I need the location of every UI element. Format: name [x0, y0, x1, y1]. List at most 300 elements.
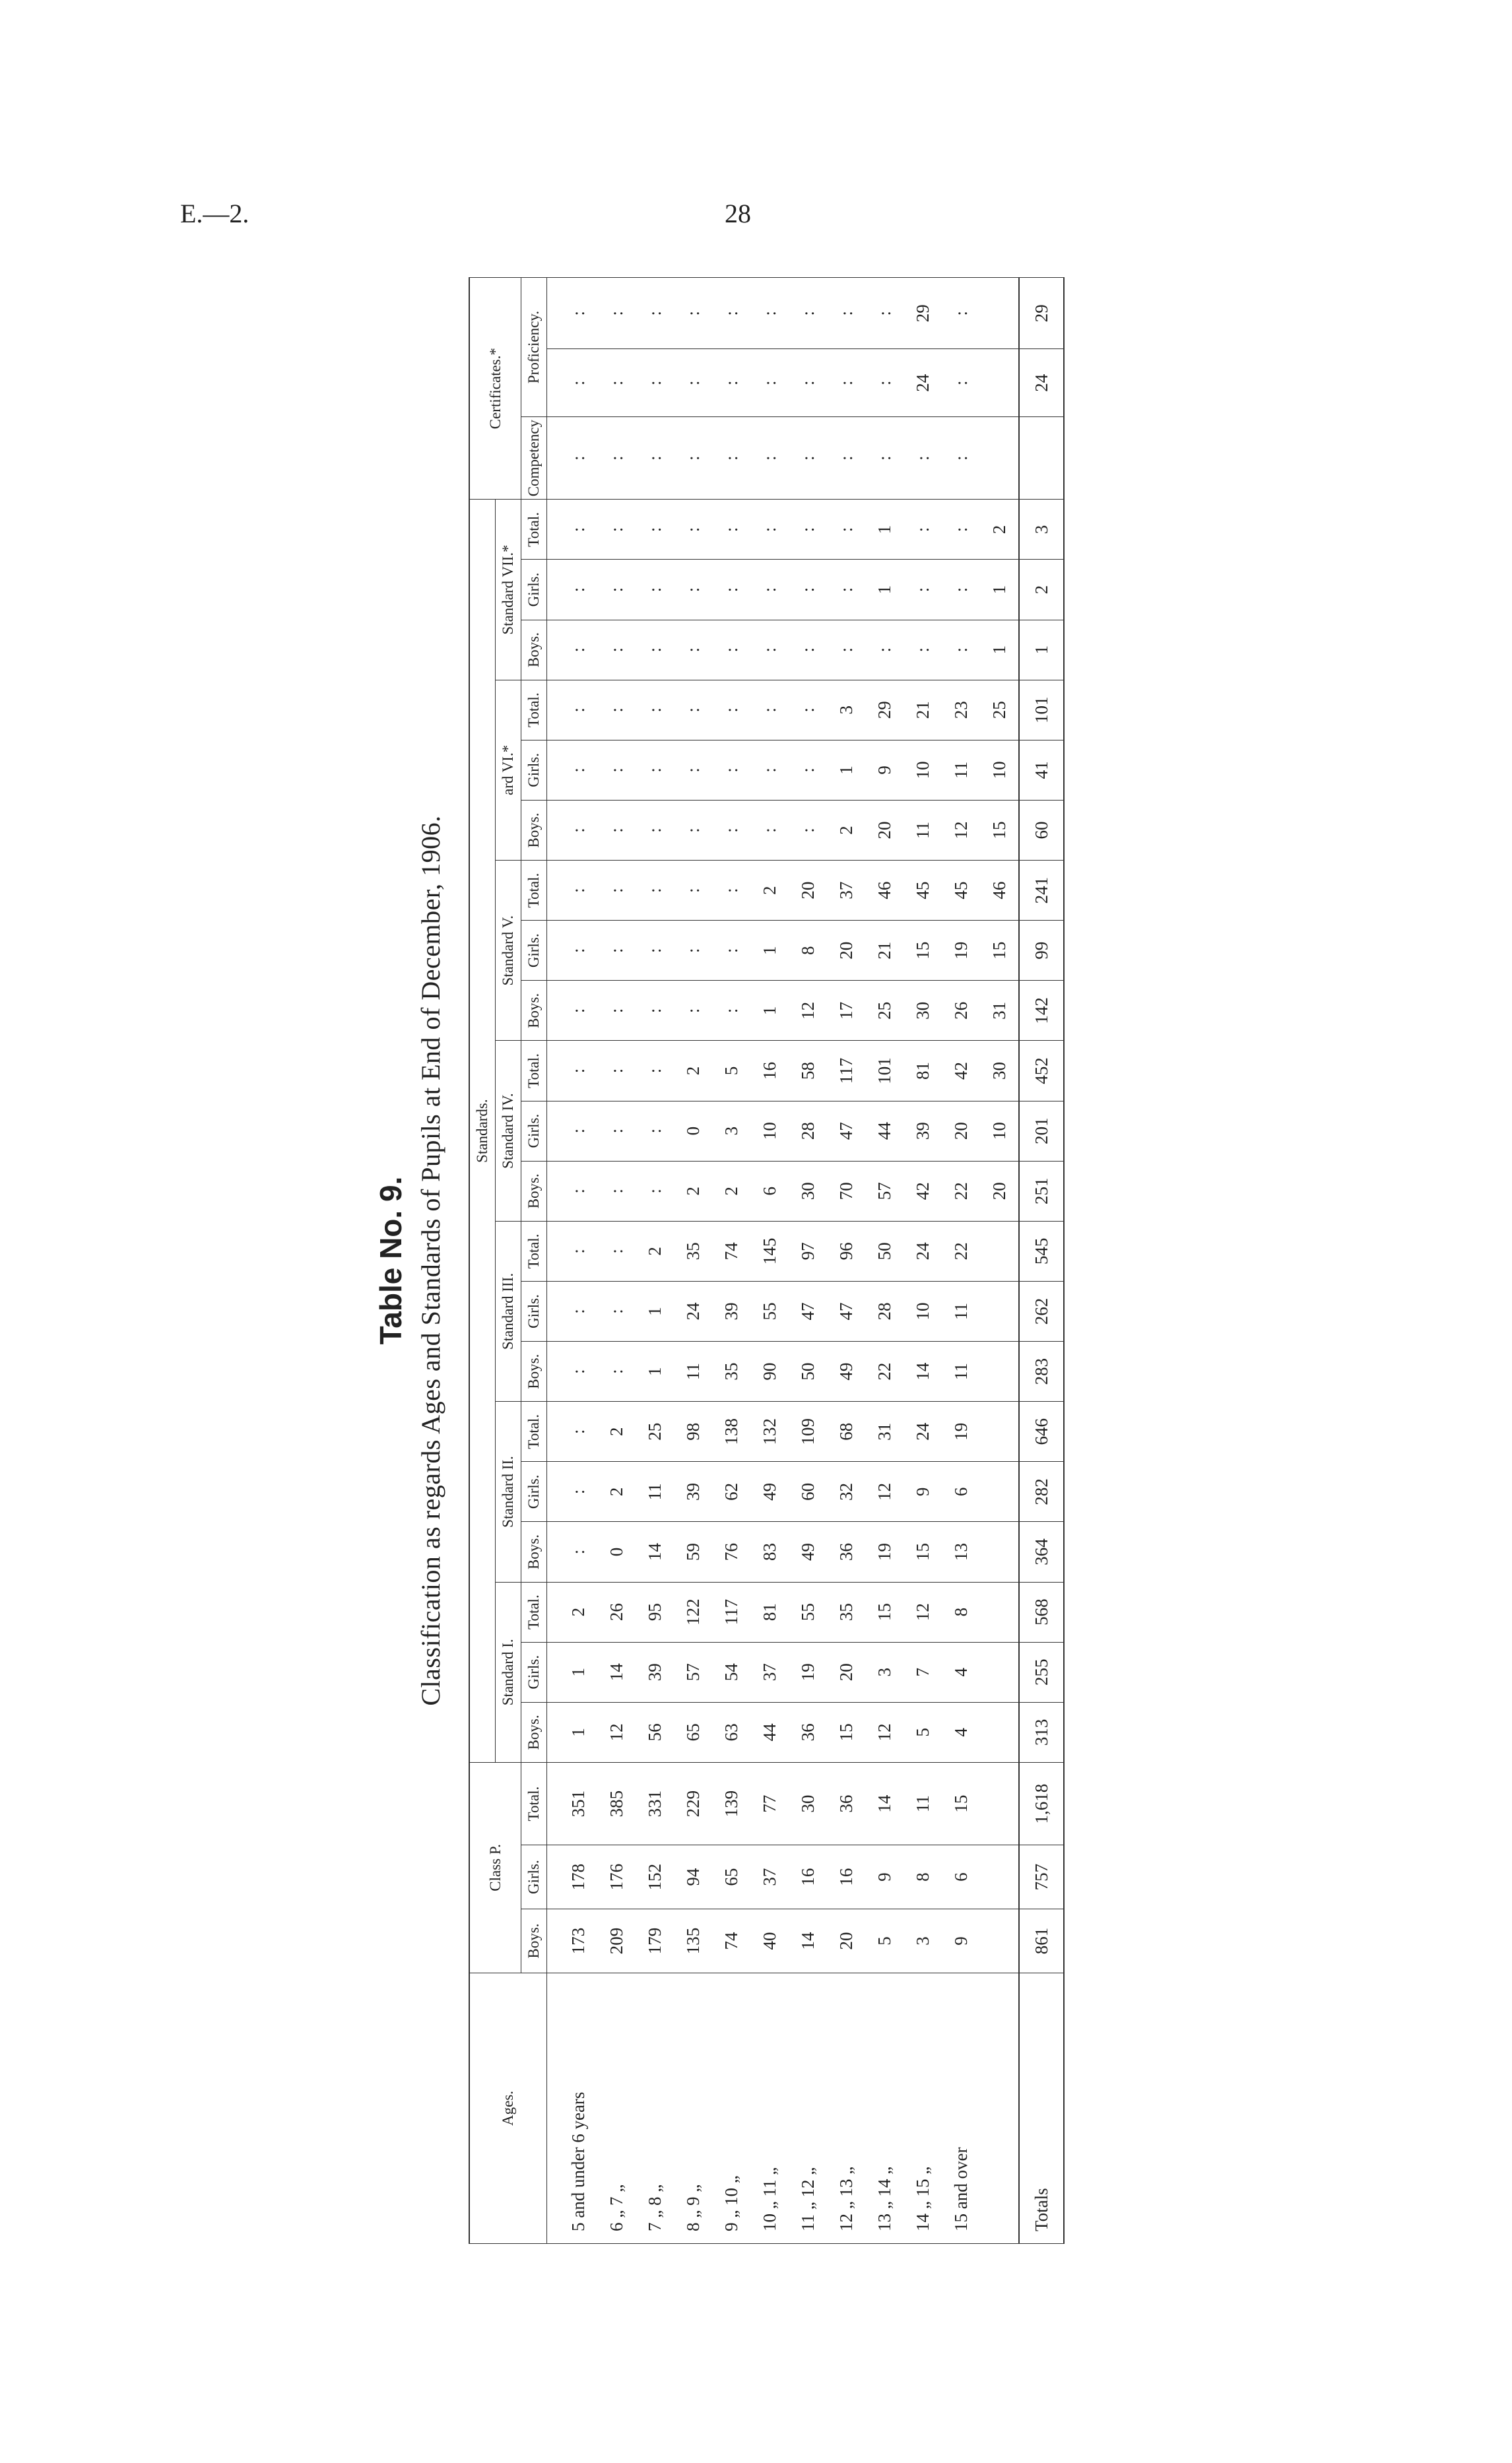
value-cell: 1: [1019, 620, 1064, 680]
value-cell: 45: [942, 861, 980, 921]
value-cell: :: [597, 1161, 636, 1221]
value-cell: [980, 1522, 1019, 1582]
value-cell: :: [547, 921, 598, 981]
table-subtitle: Classification as regards Ages and Standards of Pupils at End of December, 1906.: [416, 815, 445, 1706]
value-cell: 3: [827, 680, 865, 740]
value-cell: 19: [942, 921, 980, 981]
value-cell: :: [904, 620, 942, 680]
value-cell: 49: [827, 1342, 865, 1402]
value-cell: 6: [942, 1462, 980, 1522]
value-cell: :: [674, 500, 712, 560]
subheader-boys: Boys.: [521, 1161, 547, 1221]
value-cell: :: [547, 1522, 598, 1582]
value-cell: :: [789, 560, 827, 620]
value-cell: :: [942, 500, 980, 560]
value-cell: 3: [1019, 500, 1064, 560]
value-cell: 42: [942, 1041, 980, 1101]
value-cell: :: [636, 560, 674, 620]
value-cell: 364: [1019, 1522, 1064, 1582]
value-cell: 44: [865, 1101, 904, 1161]
value-cell: 41: [1019, 740, 1064, 800]
value-cell: 76: [712, 1522, 750, 1582]
value-cell: 10: [750, 1101, 789, 1161]
value-cell: :: [547, 1281, 598, 1341]
value-cell: 19: [789, 1642, 827, 1702]
header-standard-5: Standard V.: [496, 861, 521, 1041]
value-cell: 56: [636, 1702, 674, 1762]
value-cell: :: [674, 740, 712, 800]
value-cell: :: [547, 680, 598, 740]
value-cell: 19: [942, 1402, 980, 1462]
value-cell: 20: [827, 1642, 865, 1702]
value-cell: 7: [904, 1642, 942, 1702]
value-cell: 14: [636, 1522, 674, 1582]
age-cell: 12 „ 13 „: [827, 1973, 865, 2243]
value-cell: :: [789, 416, 827, 499]
value-cell: :: [865, 416, 904, 499]
value-cell: 81: [750, 1582, 789, 1642]
value-cell: 545: [1019, 1221, 1064, 1281]
value-cell: 23: [942, 680, 980, 740]
value-cell: 8: [904, 1845, 942, 1909]
value-cell: 145: [750, 1221, 789, 1281]
value-cell: 3: [904, 1909, 942, 1973]
value-cell: 30: [980, 1041, 1019, 1101]
value-cell: :: [547, 278, 598, 349]
value-cell: 109: [789, 1402, 827, 1462]
value-cell: 8: [789, 921, 827, 981]
value-cell: 262: [1019, 1281, 1064, 1341]
header-standard-1: Standard I.: [496, 1582, 521, 1762]
value-cell: 11: [636, 1462, 674, 1522]
value-cell: [980, 1281, 1019, 1341]
value-cell: :: [597, 1221, 636, 1281]
value-cell: 40: [750, 1909, 789, 1973]
value-cell: 2: [674, 1041, 712, 1101]
value-cell: 179: [636, 1909, 674, 1973]
value-cell: 63: [712, 1702, 750, 1762]
value-cell: 2: [712, 1161, 750, 1221]
value-cell: 60: [789, 1462, 827, 1522]
value-cell: 331: [636, 1762, 674, 1845]
value-cell: :: [636, 981, 674, 1041]
value-cell: 96: [827, 1221, 865, 1281]
value-cell: [980, 1845, 1019, 1909]
value-cell: :: [547, 560, 598, 620]
value-cell: 12: [865, 1702, 904, 1762]
value-cell: 283: [1019, 1342, 1064, 1402]
value-cell: 1: [865, 500, 904, 560]
value-cell: :: [636, 620, 674, 680]
value-cell: :: [827, 278, 865, 349]
value-cell: 36: [827, 1522, 865, 1582]
value-cell: :: [750, 500, 789, 560]
value-cell: :: [789, 800, 827, 860]
value-cell: :: [827, 620, 865, 680]
value-cell: 2: [597, 1402, 636, 1462]
value-cell: 25: [636, 1402, 674, 1462]
value-cell: :: [597, 278, 636, 349]
value-cell: 1: [750, 981, 789, 1041]
value-cell: 55: [750, 1281, 789, 1341]
subheader-boys: Boys.: [521, 1342, 547, 1402]
value-cell: 31: [980, 981, 1019, 1041]
value-cell: 22: [942, 1221, 980, 1281]
value-cell: 30: [789, 1161, 827, 1221]
value-cell: 12: [904, 1582, 942, 1642]
value-cell: 12: [865, 1462, 904, 1522]
value-cell: :: [827, 500, 865, 560]
value-cell: :: [636, 680, 674, 740]
value-cell: :: [712, 349, 750, 417]
value-cell: 0: [597, 1522, 636, 1582]
value-cell: :: [547, 1041, 598, 1101]
value-cell: 15: [904, 1522, 942, 1582]
value-cell: 2: [827, 800, 865, 860]
age-cell: 11 „ 12 „: [789, 1973, 827, 2243]
value-cell: 50: [865, 1221, 904, 1281]
value-cell: 30: [904, 981, 942, 1041]
classification-table: [469, 277, 1065, 2244]
value-cell: 39: [712, 1281, 750, 1341]
value-cell: [980, 1909, 1019, 1973]
value-cell: :: [789, 740, 827, 800]
value-cell: 14: [597, 1642, 636, 1702]
value-cell: 176: [597, 1845, 636, 1909]
value-cell: 14: [904, 1342, 942, 1402]
value-cell: 6: [942, 1845, 980, 1909]
value-cell: :: [597, 560, 636, 620]
value-cell: 2: [674, 1161, 712, 1221]
age-cell: 13 „ 14 „: [865, 1973, 904, 2243]
value-cell: :: [712, 861, 750, 921]
value-cell: 11: [942, 1281, 980, 1341]
value-cell: 5: [904, 1702, 942, 1762]
table-body: [547, 278, 1065, 2244]
value-cell: :: [674, 620, 712, 680]
value-cell: 1,618: [1019, 1762, 1064, 1845]
value-cell: 39: [636, 1642, 674, 1702]
value-cell: 0: [674, 1101, 712, 1161]
value-cell: 28: [865, 1281, 904, 1341]
value-cell: 46: [980, 861, 1019, 921]
value-cell: :: [547, 620, 598, 680]
value-cell: 55: [789, 1582, 827, 1642]
value-cell: 62: [712, 1462, 750, 1522]
value-cell: 21: [904, 680, 942, 740]
value-cell: 757: [1019, 1845, 1064, 1909]
value-cell: 1: [980, 620, 1019, 680]
value-cell: 6: [750, 1161, 789, 1221]
value-cell: :: [597, 1101, 636, 1161]
value-cell: 138: [712, 1402, 750, 1462]
value-cell: 117: [712, 1582, 750, 1642]
value-cell: 21: [865, 921, 904, 981]
value-cell: 135: [674, 1909, 712, 1973]
value-cell: 201: [1019, 1101, 1064, 1161]
value-cell: 15: [827, 1702, 865, 1762]
value-cell: 24: [904, 1402, 942, 1462]
value-cell: 37: [827, 861, 865, 921]
subheader-total: Total.: [521, 1582, 547, 1642]
value-cell: 98: [674, 1402, 712, 1462]
value-cell: 10: [904, 1281, 942, 1341]
value-cell: :: [942, 349, 980, 417]
value-cell: [980, 1462, 1019, 1522]
value-cell: :: [750, 800, 789, 860]
value-cell: 65: [712, 1845, 750, 1909]
value-cell: 3: [865, 1642, 904, 1702]
value-cell: 1: [636, 1342, 674, 1402]
value-cell: :: [597, 416, 636, 499]
value-cell: 20: [980, 1161, 1019, 1221]
value-cell: :: [750, 560, 789, 620]
value-cell: :: [597, 620, 636, 680]
value-cell: :: [712, 981, 750, 1041]
value-cell: :: [597, 861, 636, 921]
subheader-boys: Boys.: [521, 1522, 547, 1582]
value-cell: 11: [674, 1342, 712, 1402]
subheader-total: Total.: [521, 1762, 547, 1845]
value-cell: 313: [1019, 1702, 1064, 1762]
subheader-boys: Boys.: [521, 1702, 547, 1762]
value-cell: :: [547, 349, 598, 417]
age-cell: 10 „ 11 „: [750, 1973, 789, 2243]
value-cell: 15: [904, 921, 942, 981]
value-cell: :: [547, 740, 598, 800]
value-cell: 70: [827, 1161, 865, 1221]
value-cell: :: [712, 800, 750, 860]
value-cell: 49: [750, 1462, 789, 1522]
value-cell: :: [547, 1101, 598, 1161]
value-cell: 29: [865, 680, 904, 740]
value-cell: 122: [674, 1582, 712, 1642]
value-cell: 94: [674, 1845, 712, 1909]
subheader-girls: Girls.: [521, 560, 547, 620]
age-cell: [980, 1973, 1019, 2243]
value-cell: 101: [865, 1041, 904, 1101]
value-cell: :: [636, 1041, 674, 1101]
value-cell: 45: [904, 861, 942, 921]
table-row: [712, 278, 750, 2244]
value-cell: 24: [904, 1221, 942, 1281]
value-cell: [980, 1762, 1019, 1845]
value-cell: 10: [904, 740, 942, 800]
value-cell: :: [547, 500, 598, 560]
value-cell: :: [712, 740, 750, 800]
value-cell: 1: [865, 560, 904, 620]
value-cell: 90: [750, 1342, 789, 1402]
subheader-girls: Girls.: [521, 740, 547, 800]
value-cell: 81: [904, 1041, 942, 1101]
header-standard-7: Standard VII.*: [496, 500, 521, 680]
value-cell: 59: [674, 1522, 712, 1582]
value-cell: 255: [1019, 1642, 1064, 1702]
value-cell: 68: [827, 1402, 865, 1462]
table-titles: [373, 277, 446, 2244]
value-cell: 20: [942, 1101, 980, 1161]
value-cell: 2: [980, 500, 1019, 560]
value-cell: 26: [942, 981, 980, 1041]
value-cell: 16: [750, 1041, 789, 1101]
value-cell: 8: [942, 1582, 980, 1642]
value-cell: 17: [827, 981, 865, 1041]
subheader-total: Total.: [521, 861, 547, 921]
subheader-girls: Girls.: [521, 1642, 547, 1702]
value-cell: :: [674, 349, 712, 417]
age-cell: 7 „ 8 „: [636, 1973, 674, 2243]
value-cell: 77: [750, 1762, 789, 1845]
value-cell: 152: [636, 1845, 674, 1909]
value-cell: 568: [1019, 1582, 1064, 1642]
totals-label: Totals: [1019, 1973, 1064, 2243]
value-cell: 2: [636, 1221, 674, 1281]
value-cell: :: [636, 500, 674, 560]
value-cell: 9: [865, 1845, 904, 1909]
table-row: [904, 278, 942, 2244]
value-cell: [980, 1221, 1019, 1281]
age-cell: 14 „ 15 „: [904, 1973, 942, 2243]
value-cell: 47: [789, 1281, 827, 1341]
value-cell: 14: [865, 1762, 904, 1845]
value-cell: 49: [789, 1522, 827, 1582]
value-cell: :: [674, 921, 712, 981]
value-cell: 50: [789, 1342, 827, 1402]
value-cell: 1: [547, 1702, 598, 1762]
subheader-girls: Girls.: [521, 1845, 547, 1909]
value-cell: :: [750, 278, 789, 349]
value-cell: 1: [827, 740, 865, 800]
value-cell: :: [547, 1161, 598, 1221]
value-cell: 1: [636, 1281, 674, 1341]
subheader-boys: Boys.: [521, 981, 547, 1041]
value-cell: 22: [942, 1161, 980, 1221]
subheader-boys: Boys.: [521, 800, 547, 860]
value-cell: 46: [865, 861, 904, 921]
value-cell: 58: [789, 1041, 827, 1101]
value-cell: :: [942, 278, 980, 349]
value-cell: [980, 349, 1019, 417]
value-cell: 39: [674, 1462, 712, 1522]
value-cell: 209: [597, 1909, 636, 1973]
age-cell: 6 „ 7 „: [597, 1973, 636, 2243]
value-cell: 65: [674, 1702, 712, 1762]
value-cell: :: [827, 349, 865, 417]
header-standard-6: ard VI.*: [496, 680, 521, 860]
value-cell: :: [636, 861, 674, 921]
value-cell: :: [636, 740, 674, 800]
rotated-table-block: [373, 277, 1165, 2244]
value-cell: 12: [789, 981, 827, 1041]
value-cell: :: [597, 800, 636, 860]
header-standard-4: Standard IV.: [496, 1041, 521, 1221]
value-cell: [980, 1402, 1019, 1462]
value-cell: 25: [865, 981, 904, 1041]
value-cell: 1: [980, 560, 1019, 620]
value-cell: :: [674, 560, 712, 620]
table-row: [674, 278, 712, 2244]
value-cell: :: [712, 416, 750, 499]
value-cell: 35: [674, 1221, 712, 1281]
value-cell: 37: [750, 1642, 789, 1702]
value-cell: :: [597, 1041, 636, 1101]
value-cell: 142: [1019, 981, 1064, 1041]
age-cell: 15 and over: [942, 1973, 980, 2243]
value-cell: :: [789, 620, 827, 680]
value-cell: 74: [712, 1221, 750, 1281]
value-cell: 351: [547, 1762, 598, 1845]
table-row: [636, 278, 674, 2244]
value-cell: 99: [1019, 921, 1064, 981]
age-cell: 8 „ 9 „: [674, 1973, 712, 2243]
value-cell: 39: [904, 1101, 942, 1161]
value-cell: 36: [789, 1702, 827, 1762]
subheader-total: Total.: [521, 500, 547, 560]
subheader-total: Total.: [521, 1402, 547, 1462]
value-cell: :: [674, 981, 712, 1041]
value-cell: 139: [712, 1762, 750, 1845]
value-cell: :: [547, 1402, 598, 1462]
value-cell: 37: [750, 1845, 789, 1909]
age-cell: 9 „ 10 „: [712, 1973, 750, 2243]
value-cell: :: [674, 680, 712, 740]
value-cell: 4: [942, 1642, 980, 1702]
subheader-boys: Boys.: [521, 1909, 547, 1973]
table-row: [547, 278, 598, 2244]
value-cell: :: [597, 1281, 636, 1341]
value-cell: [980, 1342, 1019, 1402]
value-cell: 29: [1019, 278, 1064, 349]
table-title: Table No. 9.: [374, 1176, 408, 1345]
page-number: 28: [725, 199, 751, 228]
value-cell: 57: [674, 1642, 712, 1702]
subheader-girls: Girls.: [521, 1462, 547, 1522]
value-cell: 101: [1019, 680, 1064, 740]
value-cell: 11: [942, 1342, 980, 1402]
value-cell: :: [597, 740, 636, 800]
value-cell: :: [597, 680, 636, 740]
value-cell: 2: [1019, 560, 1064, 620]
value-cell: :: [942, 560, 980, 620]
subheader-total: Total.: [521, 1041, 547, 1101]
value-cell: 9: [942, 1909, 980, 1973]
value-cell: 178: [547, 1845, 598, 1909]
page-code: E.—2.: [180, 199, 249, 228]
value-cell: :: [750, 416, 789, 499]
value-cell: 20: [827, 1909, 865, 1973]
subheader-row: [521, 278, 547, 2244]
header-ages: Ages.: [469, 1973, 547, 2243]
value-cell: :: [547, 981, 598, 1041]
value-cell: 117: [827, 1041, 865, 1101]
value-cell: 11: [904, 800, 942, 860]
value-cell: 47: [827, 1101, 865, 1161]
value-cell: 32: [827, 1462, 865, 1522]
value-cell: 5: [712, 1041, 750, 1101]
value-cell: :: [827, 560, 865, 620]
value-cell: :: [942, 416, 980, 499]
value-cell: :: [547, 800, 598, 860]
value-cell: 9: [865, 740, 904, 800]
value-cell: 1: [750, 921, 789, 981]
header-standard-3: Standard III.: [496, 1221, 521, 1401]
value-cell: 47: [827, 1281, 865, 1341]
value-cell: 10: [980, 1101, 1019, 1161]
value-cell: 861: [1019, 1909, 1064, 1973]
table-row: [942, 278, 980, 2244]
table-row: [865, 278, 904, 2244]
value-cell: 83: [750, 1522, 789, 1582]
